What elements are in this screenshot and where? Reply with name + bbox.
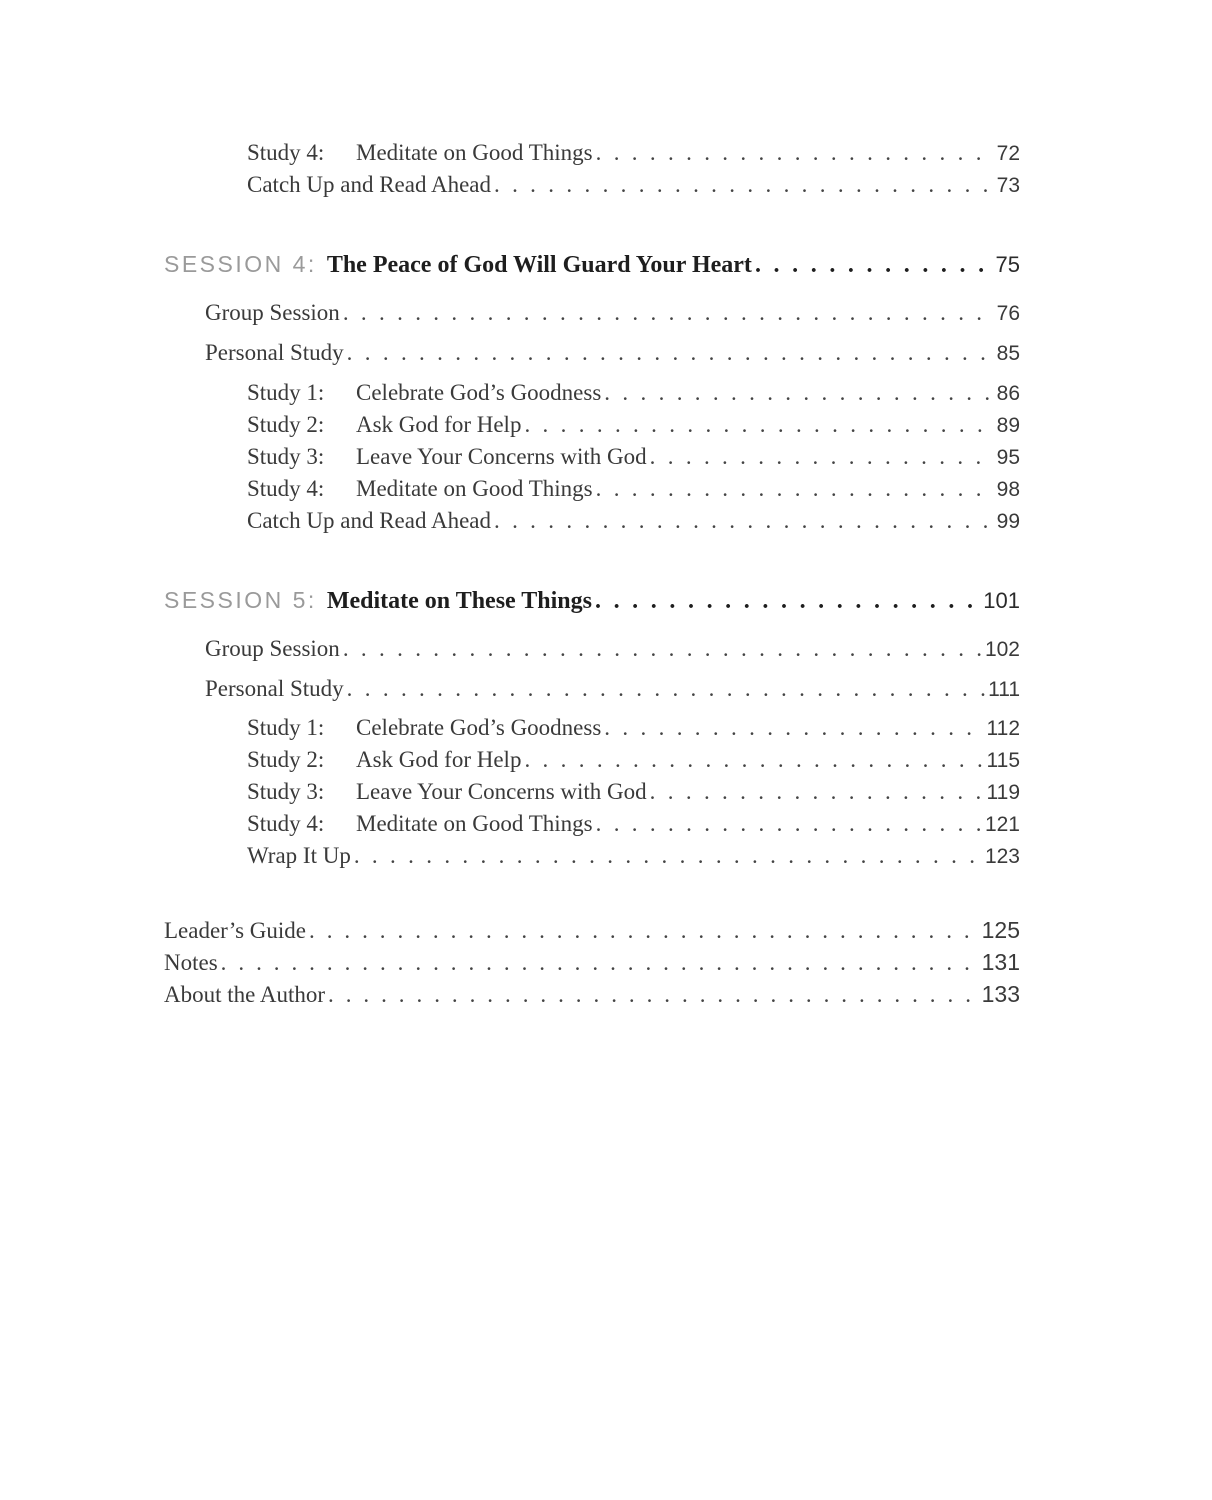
dot-leader	[524, 745, 983, 775]
toc-entry-leaders-guide[interactable]	[0, 915, 1020, 946]
toc-entry-catch-up[interactable]	[0, 170, 1020, 201]
page-number: 112	[986, 717, 1020, 740]
entry-title: Group Session	[205, 636, 340, 661]
toc-entry-study[interactable]	[0, 809, 1020, 840]
toc-entry-personal-study[interactable]	[0, 674, 1020, 705]
page-number: 131	[981, 949, 1020, 975]
page-number: 73	[996, 174, 1020, 197]
session-title: The Peace of God Will Guard Your Heart	[326, 252, 752, 278]
study-number: Study 2:	[247, 412, 325, 437]
toc-entry-about-author[interactable]	[0, 979, 1020, 1010]
study-title: Ask God for Help	[356, 747, 522, 772]
page-number: 85	[996, 342, 1020, 365]
dot-leader	[494, 170, 994, 200]
session-heading-4[interactable]	[0, 249, 1020, 280]
study-title: Celebrate God’s Goodness	[356, 380, 602, 405]
study-number: Study 4:	[247, 811, 325, 836]
dot-leader	[596, 474, 994, 504]
dot-leader	[347, 674, 985, 704]
entry-title: Group Session	[205, 300, 340, 325]
page-number: 121	[984, 813, 1020, 836]
page-number: 115	[986, 749, 1020, 772]
dot-leader	[650, 777, 984, 807]
toc-entry-notes[interactable]	[0, 947, 1020, 978]
toc-entry-wrap-up[interactable]	[0, 841, 1020, 872]
page-number: 119	[986, 781, 1020, 804]
study-number: Study 3:	[247, 444, 325, 469]
dot-leader	[755, 250, 993, 280]
dot-leader	[604, 713, 983, 743]
study-number: Study 1:	[247, 715, 325, 740]
study-number: Study 3:	[247, 779, 325, 804]
page-number: 133	[981, 981, 1020, 1007]
page-number: 76	[996, 302, 1020, 325]
study-number: Study 4:	[247, 140, 325, 165]
toc-entry-study[interactable]	[0, 410, 1020, 441]
page-number: 72	[996, 142, 1020, 165]
dot-leader	[524, 410, 993, 440]
toc-entry-catch-up[interactable]	[0, 506, 1020, 537]
study-number: Study 2:	[247, 747, 325, 772]
study-title: Meditate on Good Things	[356, 476, 593, 501]
entry-title: Catch Up and Read Ahead	[247, 172, 491, 197]
session-label: SESSION 5:	[164, 587, 317, 613]
entry-title: Personal Study	[205, 340, 344, 365]
toc-entry-study[interactable]	[0, 138, 1020, 169]
session-title: Meditate on These Things	[326, 588, 592, 614]
dot-leader	[343, 634, 982, 664]
page-number: 123	[984, 845, 1020, 868]
study-title: Leave Your Concerns with God	[356, 779, 647, 804]
dot-leader	[494, 506, 994, 536]
dot-leader	[596, 809, 982, 839]
study-number: Study 4:	[247, 476, 325, 501]
toc-entry-personal-study[interactable]	[0, 338, 1020, 369]
dot-leader	[343, 298, 994, 328]
entry-title: Wrap It Up	[247, 843, 351, 868]
toc-entry-study[interactable]	[0, 777, 1020, 808]
page-number: 102	[984, 638, 1020, 661]
toc-entry-group-session[interactable]	[0, 298, 1020, 329]
page-number: 111	[988, 678, 1020, 701]
dot-leader	[347, 338, 994, 368]
page-number: 101	[983, 588, 1020, 613]
page-number: 86	[996, 382, 1020, 405]
study-title: Meditate on Good Things	[356, 140, 593, 165]
study-title: Leave Your Concerns with God	[356, 444, 647, 469]
entry-title: Catch Up and Read Ahead	[247, 508, 491, 533]
toc-entry-group-session[interactable]	[0, 634, 1020, 665]
toc-entry-study[interactable]	[0, 745, 1020, 776]
entry-title: About the Author	[164, 982, 325, 1007]
page-number: 95	[996, 446, 1020, 469]
dot-leader	[309, 916, 979, 946]
dot-leader	[595, 586, 980, 616]
dot-leader	[354, 841, 982, 871]
study-title: Celebrate God’s Goodness	[356, 715, 602, 740]
page-number: 125	[981, 917, 1020, 943]
dot-leader	[328, 980, 979, 1010]
toc-entry-study[interactable]	[0, 713, 1020, 744]
session-heading-5[interactable]	[0, 585, 1020, 616]
toc-entry-study[interactable]	[0, 474, 1020, 505]
entry-title: Leader’s Guide	[164, 918, 306, 943]
page-number: 89	[996, 414, 1020, 437]
dot-leader	[650, 442, 994, 472]
entry-title: Personal Study	[205, 676, 344, 701]
toc-entry-study[interactable]	[0, 378, 1020, 409]
page-number: 75	[995, 252, 1020, 277]
study-title: Ask God for Help	[356, 412, 522, 437]
page-number: 98	[996, 478, 1020, 501]
study-number: Study 1:	[247, 380, 325, 405]
page-number: 99	[996, 510, 1020, 533]
dot-leader	[221, 948, 979, 978]
study-title: Meditate on Good Things	[356, 811, 593, 836]
dot-leader	[604, 378, 993, 408]
toc-entry-study[interactable]	[0, 442, 1020, 473]
dot-leader	[596, 138, 994, 168]
session-label: SESSION 4:	[164, 251, 317, 277]
entry-title: Notes	[164, 950, 218, 975]
